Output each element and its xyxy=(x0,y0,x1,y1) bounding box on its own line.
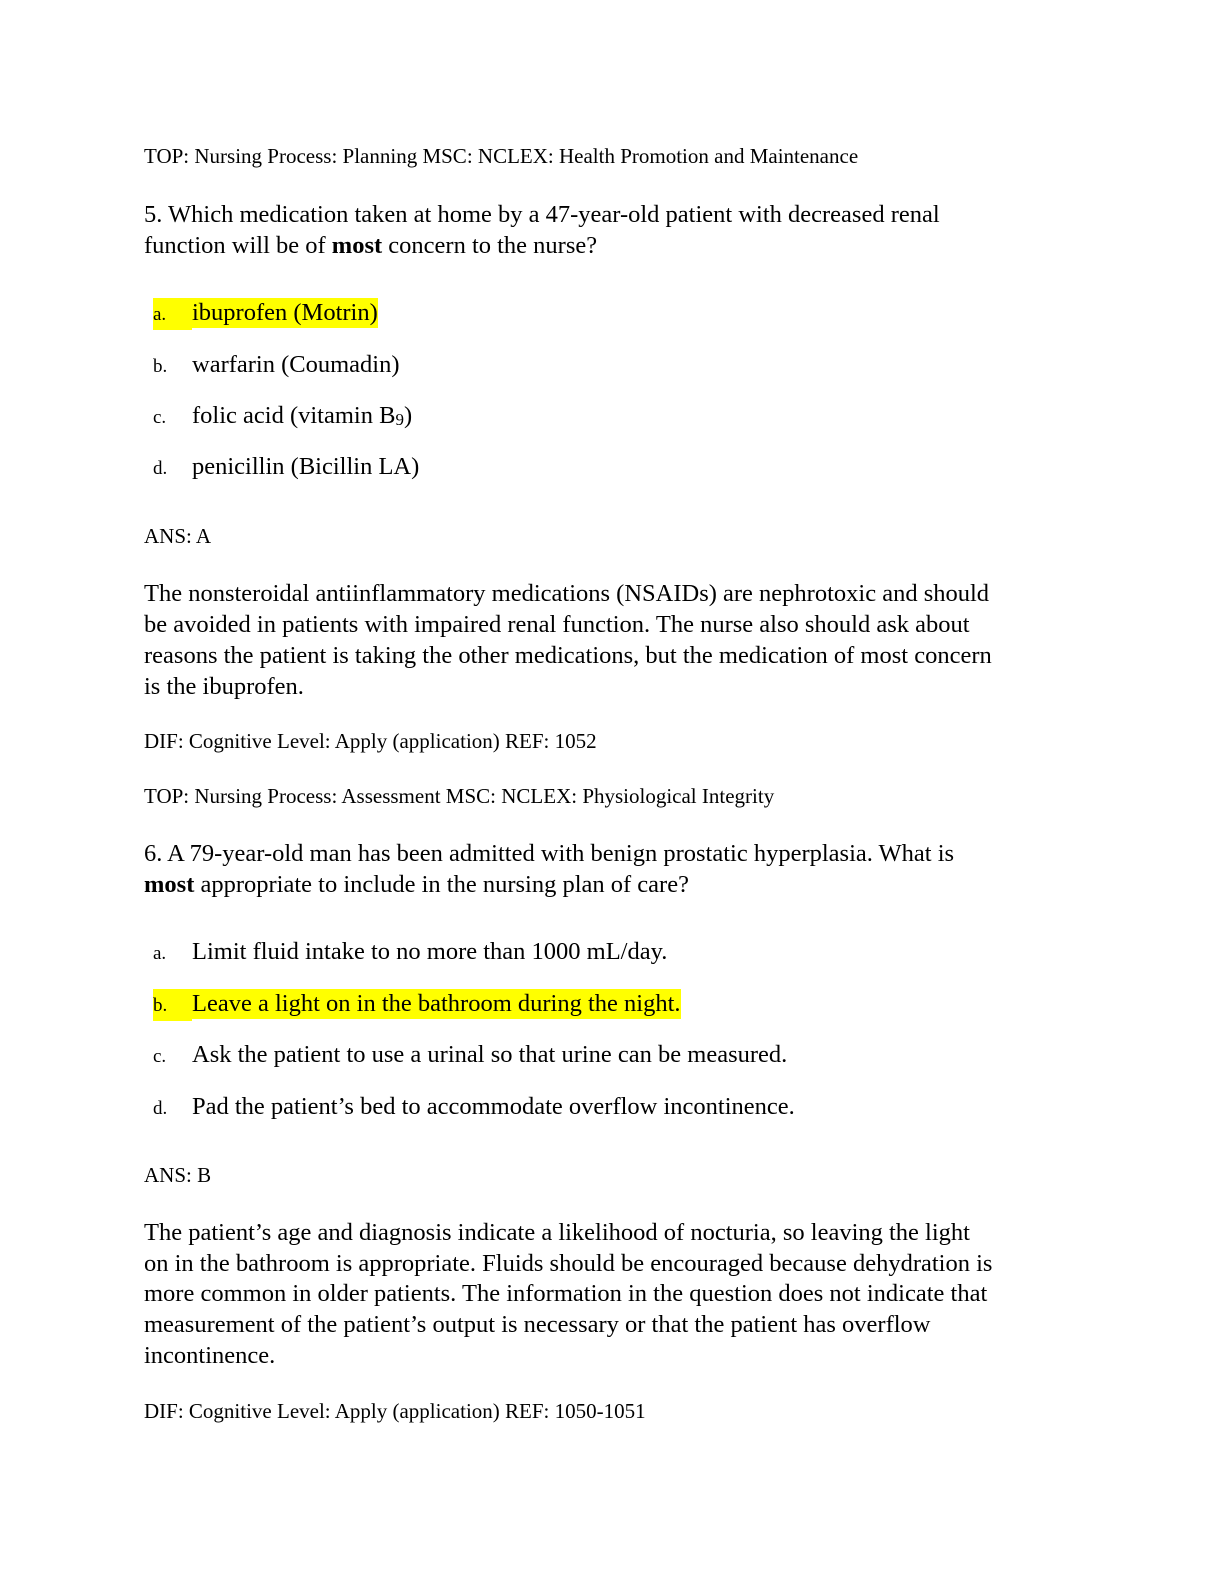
q6-stem-post: appropriate to include in the nursing plan of care? xyxy=(194,871,689,898)
q6-rationale-line-4: measurement of the patient’s output is necessary or that the patient has overflow xyxy=(144,1311,931,1338)
q6-rationale-line-3: more common in older patients. The information in the question does not indicate that xyxy=(144,1280,988,1307)
q5-option-c-text-post: ) xyxy=(403,402,413,429)
q5-option-b xyxy=(153,350,400,382)
q5-rationale-line-4: is the ibuprofen. xyxy=(144,673,304,700)
q5-topic-line: TOP: Nursing Process: Assessment MSC: NCLEX: Physiological Integrity xyxy=(144,784,775,808)
q5-stem-pre: function will be of xyxy=(144,232,332,259)
q6-option-c-text: Ask the patient to use a urinal so that urine can be measured. xyxy=(192,1041,788,1068)
q6-difficulty-ref: DIF: Cognitive Level: Apply (application) REF: 1050-1051 xyxy=(144,1399,646,1423)
q6-stem-line-1: 6. A 79-year-old man has been admitted with benign prostatic hyperplasia. What is xyxy=(144,840,955,867)
q5-option-d xyxy=(153,452,419,484)
q5-rationale-line-3: reasons the patient is taking the other medications, but the medication of most concern xyxy=(144,642,992,669)
q5-option-a-letter: a. xyxy=(153,298,192,330)
q5-option-d-letter: d. xyxy=(153,458,168,479)
q6-option-a xyxy=(153,937,667,969)
q4-topic-line: TOP: Nursing Process: Planning MSC: NCLEX: Health Promotion and Maintenance xyxy=(144,144,859,168)
q6-rationale-line-5: incontinence. xyxy=(144,1342,276,1369)
q6-option-a-letter: a. xyxy=(153,943,167,964)
q5-rationale-line-2: be avoided in patients with impaired renal function. The nurse also should ask about xyxy=(144,611,970,638)
q6-rationale-line-2: on in the bathroom is appropriate. Fluids should be encouraged because dehydration is xyxy=(144,1250,993,1277)
q6-option-d xyxy=(153,1092,795,1124)
q6-option-a-text: Limit fluid intake to no more than 1000 mL/day. xyxy=(192,938,668,965)
q5-stem-emphasis: most xyxy=(331,232,383,259)
q5-option-a-text: ibuprofen (Motrin) xyxy=(192,299,378,326)
q5-option-c xyxy=(153,401,412,435)
q6-option-d-text: Pad the patient’s bed to accommodate overflow incontinence. xyxy=(192,1093,795,1120)
q6-rationale-line-1: The patient’s age and diagnosis indicate a likelihood of nocturia, so leaving the light xyxy=(144,1219,970,1246)
q6-option-b-letter: b. xyxy=(153,989,192,1021)
q5-option-c-letter: c. xyxy=(153,407,167,428)
q6-option-b xyxy=(153,989,681,1021)
q6-option-c-letter: c. xyxy=(153,1046,167,1067)
q6-stem-emphasis: most xyxy=(144,871,195,898)
q5-rationale-line-1: The nonsteroidal antiinflammatory medications (NSAIDs) are nephrotoxic and should xyxy=(144,580,990,607)
q5-stem-line-2 xyxy=(144,230,597,261)
q6-answer: ANS: B xyxy=(144,1163,212,1187)
q5-difficulty-ref: DIF: Cognitive Level: Apply (application) REF: 1052 xyxy=(144,729,597,753)
q6-option-b-text: Leave a light on in the bathroom during the night. xyxy=(192,990,681,1017)
q6-option-c xyxy=(153,1040,787,1072)
q5-option-c-subscript: 9 xyxy=(395,410,404,429)
q5-option-d-text: penicillin (Bicillin LA) xyxy=(192,453,420,480)
q5-option-c-text-pre: folic acid (vitamin B xyxy=(192,402,396,429)
q5-option-b-letter: b. xyxy=(153,356,168,377)
q6-stem-line-2 xyxy=(144,869,689,900)
q5-option-b-text: warfarin (Coumadin) xyxy=(192,351,400,378)
q6-option-d-letter: d. xyxy=(153,1098,168,1119)
q5-option-c-text xyxy=(192,401,412,435)
q5-option-a xyxy=(153,298,378,330)
q5-stem-post: concern to the nurse? xyxy=(382,232,598,259)
q5-answer: ANS: A xyxy=(144,524,212,548)
q5-stem-line-1: 5. Which medication taken at home by a 47-year-old patient with decreased renal xyxy=(144,201,940,228)
